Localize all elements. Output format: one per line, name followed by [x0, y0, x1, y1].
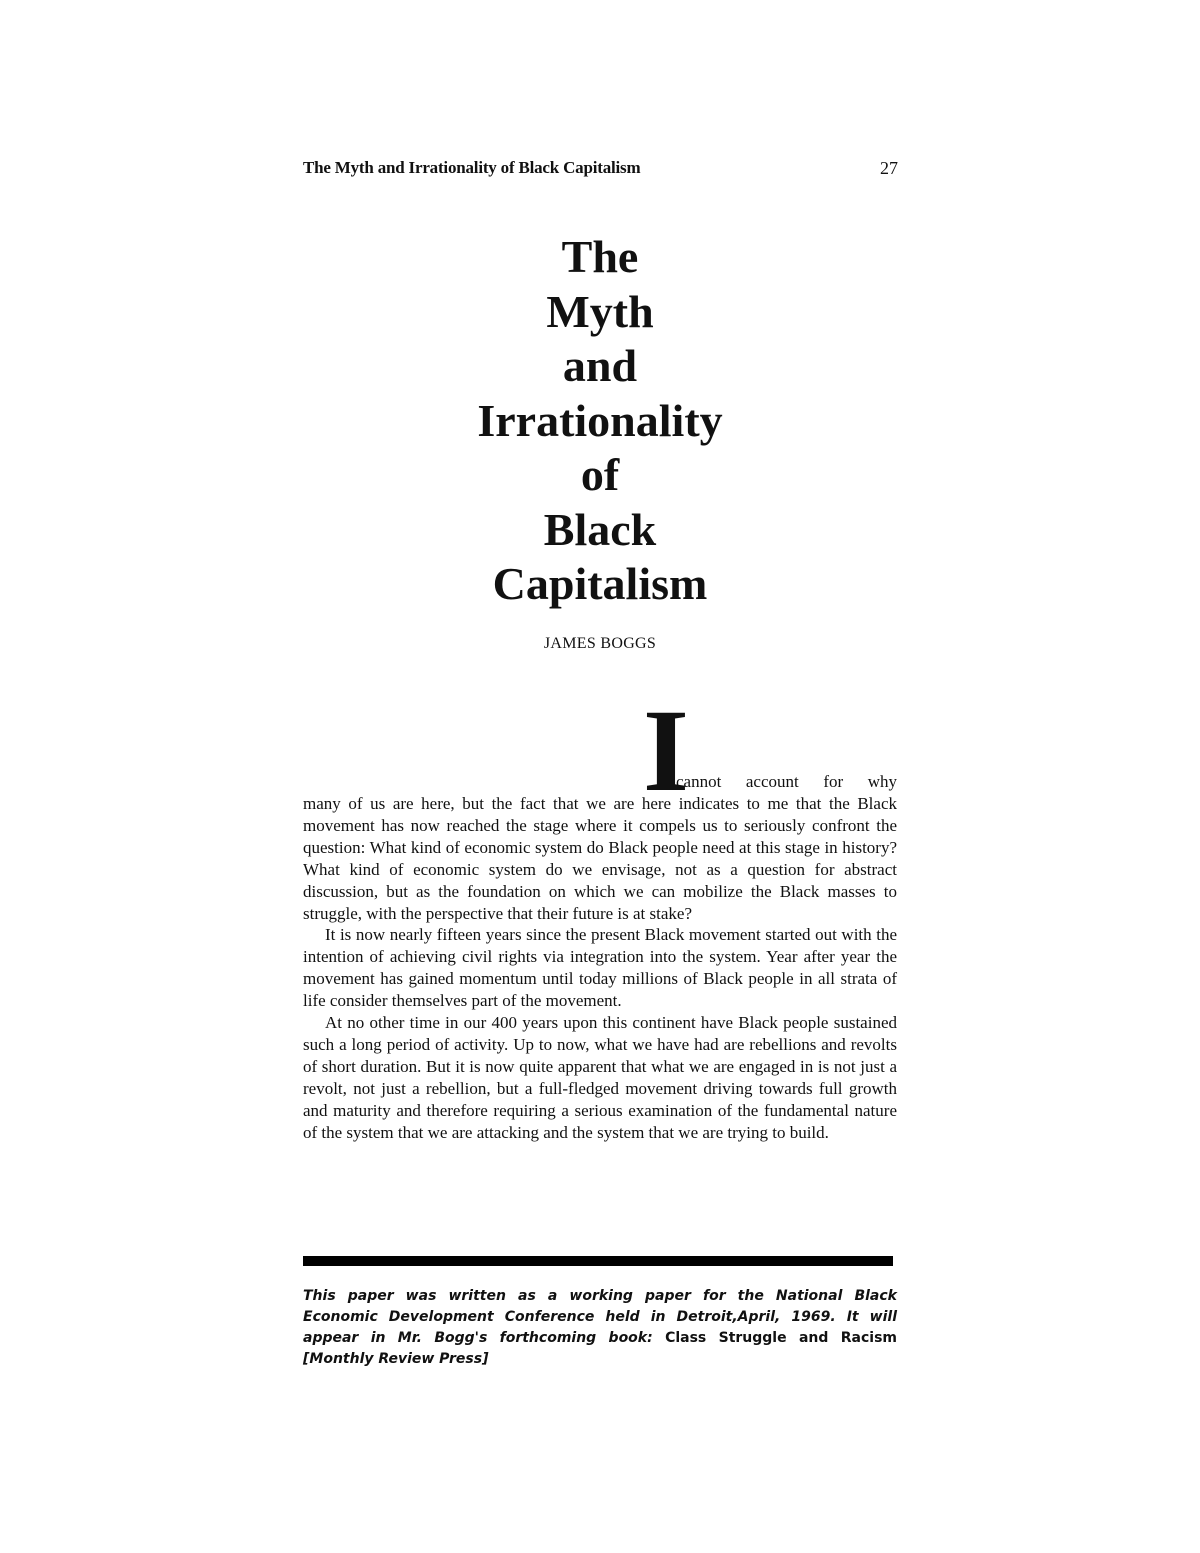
- title-line: and: [562, 340, 638, 391]
- footnote-book-title: Class Struggle and Racism: [665, 1330, 897, 1346]
- footnote: [303, 1286, 897, 1370]
- title-line: of: [580, 449, 620, 500]
- title-line: Myth: [546, 285, 654, 337]
- footnote-text: This paper was written as a working paper for the National Black Economic Development Conference held in Detroit,April, 1969. It will appear in Mr. Bogg's forthcoming book:: [303, 1288, 897, 1346]
- author-name: JAMES BOGGS: [543, 635, 657, 652]
- article-body: [303, 793, 897, 1144]
- drop-cap: I: [643, 685, 689, 816]
- title-line: Irrationality: [477, 394, 723, 446]
- title-line: Capitalism: [492, 558, 708, 609]
- title-line: Black: [543, 503, 657, 555]
- paragraph: At no other time in our 400 years upon this continent have Black people sustained such a long period of activity. Up to now, what we have had are rebellions and revolts of short duration. But it is now quite apparent that what we are engaged in is not just a revolt, not just a rebellion, but a full-fledged movement driving towards full growth and maturity and therefore requiring a serious examination of the fundamental nature of the system that we are attacking and the system that we are trying to build.: [303, 1013, 897, 1142]
- article-title: [400, 230, 800, 612]
- page-number: 27: [880, 158, 898, 178]
- paragraph: It is now nearly fifteen years since the present Black movement started out with the intention of achieving civil rights via integration into the system. Year after year the movement has gained momentum until today millions of Black people in all strata of life consider themselves part of the movement.: [303, 925, 897, 1011]
- section-divider: [303, 1256, 893, 1266]
- footnote-publisher: [Monthly Review Press]: [303, 1351, 489, 1367]
- title-line: The: [561, 231, 639, 282]
- opening-line: cannot account for why: [676, 772, 897, 791]
- running-title: The Myth and Irrationality of Black Capitalism: [303, 158, 641, 177]
- paragraph: many of us are here, but the fact that we are here indicates to me that the Black movement has now reached the stage where it compels us to seriously confront the question: What kind of economic system do Black people need at this stage in history? What kind of economic system do we envisage, not as a question for abstract discussion, but as the foundation on which we can mobilize the Black masses to struggle, with the perspective that their future is at stake?: [303, 794, 897, 923]
